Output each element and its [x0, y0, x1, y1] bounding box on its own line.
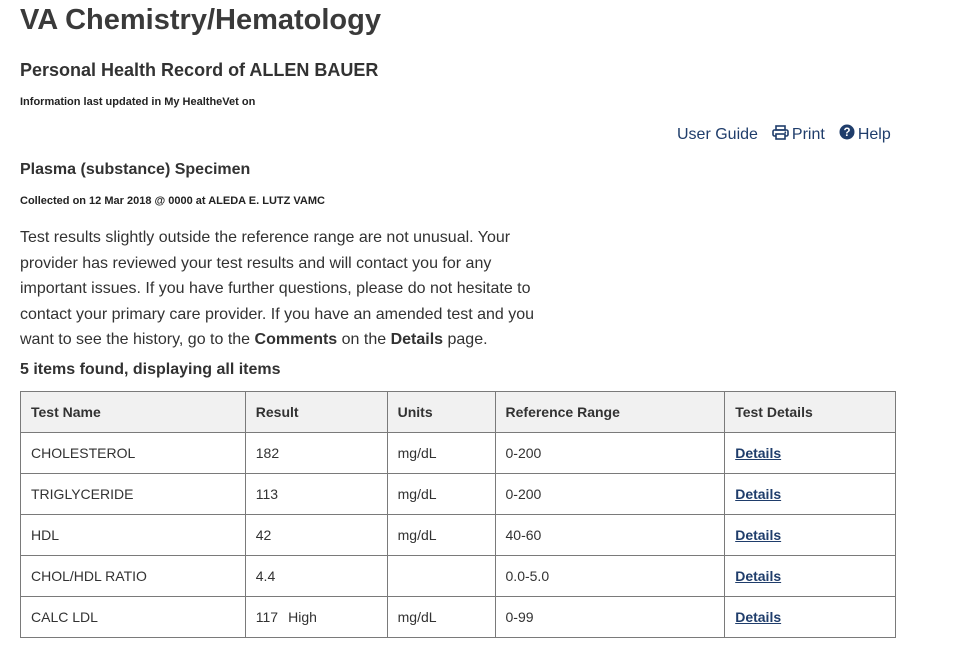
lab-results-table — [20, 391, 896, 638]
units-cell: mg/dL — [387, 433, 495, 474]
result-value: 113 — [255, 486, 279, 502]
details-cell — [725, 556, 896, 597]
svg-text:?: ? — [843, 127, 851, 140]
abnormal-flag: High — [288, 609, 317, 625]
reference-range-cell: 40-60 — [495, 515, 725, 556]
user-guide-label: User Guide — [677, 125, 758, 143]
question-circle-icon — [839, 124, 858, 145]
column-header-test-name: Test Name — [21, 392, 246, 433]
details-cell — [725, 474, 896, 515]
column-header-units: Units — [387, 392, 495, 433]
column-header-result: Result — [245, 392, 387, 433]
units-cell: mg/dL — [387, 597, 495, 638]
details-cell — [725, 597, 896, 638]
units-cell — [387, 556, 495, 597]
test-name-cell: TRIGLYCERIDE — [21, 474, 246, 515]
result-cell — [245, 597, 387, 638]
table-header-row — [21, 392, 896, 433]
details-link[interactable]: Details — [735, 527, 782, 543]
page-title: VA Chemistry/Hematology — [20, 4, 381, 36]
details-word: Details — [390, 331, 444, 348]
help-link[interactable] — [839, 124, 891, 145]
column-header-reference-range: Reference Range — [495, 392, 725, 433]
comments-word: Comments — [254, 331, 338, 348]
explanation-text: Test results slightly outside the reference range are not unusual. Your provider has reviewed your test results and will contact you for any important issues. If you have further questions, please do not hesitate to contact your primary care provider. If you have an amended test and you want to see the history, go to the — [20, 229, 535, 348]
details-cell — [725, 433, 896, 474]
table-row — [21, 474, 896, 515]
items-found-count: 5 items found, displaying all items — [20, 361, 281, 378]
user-guide-link[interactable] — [677, 126, 758, 144]
test-name-cell: CALC LDL — [21, 597, 246, 638]
details-link[interactable]: Details — [735, 445, 782, 461]
table-row — [21, 597, 896, 638]
help-label: Help — [857, 125, 891, 143]
result-cell — [245, 474, 387, 515]
test-name-cell: CHOL/HDL RATIO — [21, 556, 246, 597]
details-link[interactable]: Details — [735, 486, 782, 502]
record-title: Personal Health Record of ALLEN BAUER — [20, 60, 379, 80]
details-cell — [725, 515, 896, 556]
print-label: Print — [791, 125, 825, 143]
details-link[interactable]: Details — [735, 609, 782, 625]
result-cell — [245, 556, 387, 597]
test-name-cell: HDL — [21, 515, 246, 556]
result-cell — [245, 433, 387, 474]
results-explanation — [20, 225, 560, 353]
result-value: 117 — [255, 609, 279, 625]
table-row — [21, 433, 896, 474]
result-cell — [245, 515, 387, 556]
result-value: 4.4 — [255, 568, 276, 584]
units-cell: mg/dL — [387, 515, 495, 556]
printer-icon — [772, 125, 792, 145]
reference-range-cell: 0-99 — [495, 597, 725, 638]
explanation-text-middle: on the — [337, 331, 391, 348]
page-toolbar — [677, 124, 891, 145]
explanation-text-end: page. — [443, 331, 488, 348]
print-link[interactable] — [772, 125, 825, 145]
table-row — [21, 515, 896, 556]
test-name-cell: CHOLESTEROL — [21, 433, 246, 474]
reference-range-cell: 0.0-5.0 — [495, 556, 725, 597]
result-value: 182 — [255, 445, 280, 461]
last-updated-line: Information last updated in My HealtheVet on — [20, 96, 256, 108]
table-row — [21, 556, 896, 597]
result-value: 42 — [255, 527, 272, 543]
specimen-title: Plasma (substance) Specimen — [20, 161, 251, 178]
details-link[interactable]: Details — [735, 568, 782, 584]
units-cell: mg/dL — [387, 474, 495, 515]
reference-range-cell: 0-200 — [495, 474, 725, 515]
collected-line: Collected on 12 Mar 2018 @ 0000 at ALEDA E. LUTZ VAMC — [20, 195, 325, 207]
reference-range-cell: 0-200 — [495, 433, 725, 474]
column-header-test-details: Test Details — [725, 392, 896, 433]
